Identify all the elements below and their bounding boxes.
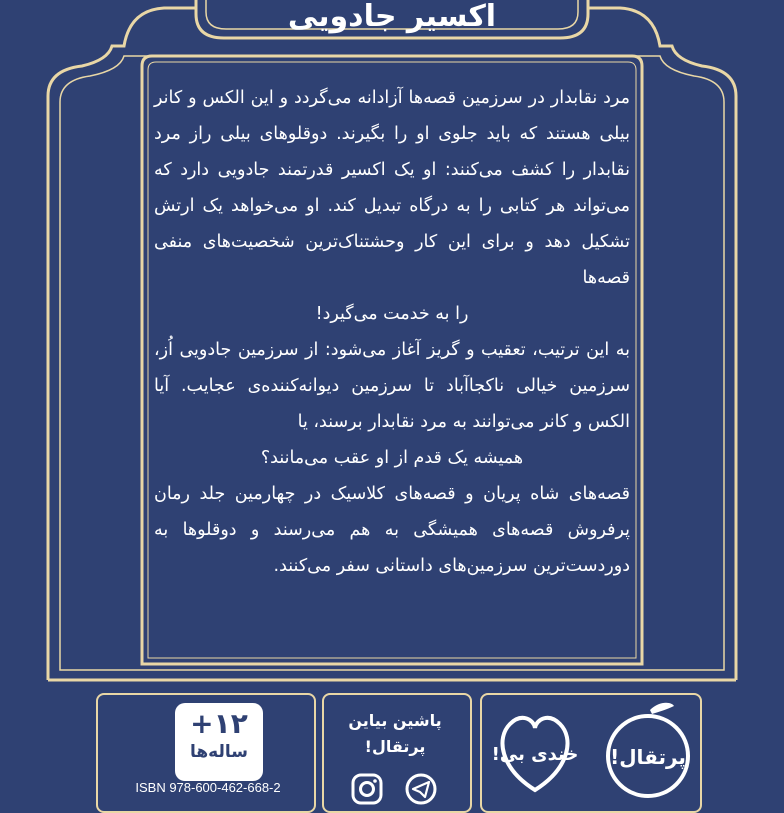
- khandi-logo: [490, 698, 580, 798]
- blurb-paragraph: به این ترتیب، تعقیب و گریز آغاز می‌شود: از سرزمین جادویی اُز، سرزمین خیالی ناکجاآباد تا سرزمین دیوانه‌کننده‌ی عجایب. آیا الکس و کانر می‌توانند به مرد نقابدار برسند، یا: [154, 340, 630, 432]
- instagram-icon[interactable]: [350, 772, 384, 806]
- porteghal-logo: [598, 696, 698, 800]
- telegram-icon[interactable]: [404, 772, 438, 806]
- isbn-label: ISBN 978-600-462-668-2: [135, 780, 281, 795]
- porteghal-logo-text: پرتقال!: [610, 745, 686, 769]
- khandi-logo-text: خندی بی!: [491, 744, 579, 765]
- age-rating-number: +۱۲: [190, 707, 248, 740]
- blurb-paragraph: قصه‌های شاه پریان و قصه‌های کلاسیک در چهارمین جلد رمان پرفروش قصه‌های همیشگی به هم می‌رسند و دوقلوها به دوردست‌ترین سرزمین‌های داستانی سفر می‌کنند.: [154, 484, 630, 576]
- blurb-paragraph: مرد نقابدار در سرزمین قصه‌ها آزادانه می‌گردد و این الکس و کانر بیلی هستند که باید جلوی او را بگیرند. دوقلوهای بیلی راز مرد نقابدار را کشف می‌کنند: او یک اکسیر قدرتمند جادویی دارد که می‌تواند هر کتابی را به درگاه تبدیل کند. او می‌خواهد یک ارتش تشکیل دهد و برای این کار وحشتناک‌ترین شخصیت‌های منفی قصه‌ها: [154, 88, 630, 288]
- follow-line: پاشین بیاین: [348, 711, 442, 730]
- blurb-paragraph: همیشه یک قدم از او عقب می‌مانند؟: [260, 448, 524, 468]
- blurb-text: [154, 80, 630, 584]
- age-rating-label: ساله‌ها: [190, 742, 248, 762]
- age-rating-badge: [175, 703, 263, 781]
- follow-line: پرتقال!: [364, 737, 426, 756]
- blurb-paragraph: را به خدمت می‌گیرد!: [315, 304, 469, 324]
- book-title: اکسیر جادویی: [287, 0, 497, 34]
- follow-us-text: [330, 708, 460, 760]
